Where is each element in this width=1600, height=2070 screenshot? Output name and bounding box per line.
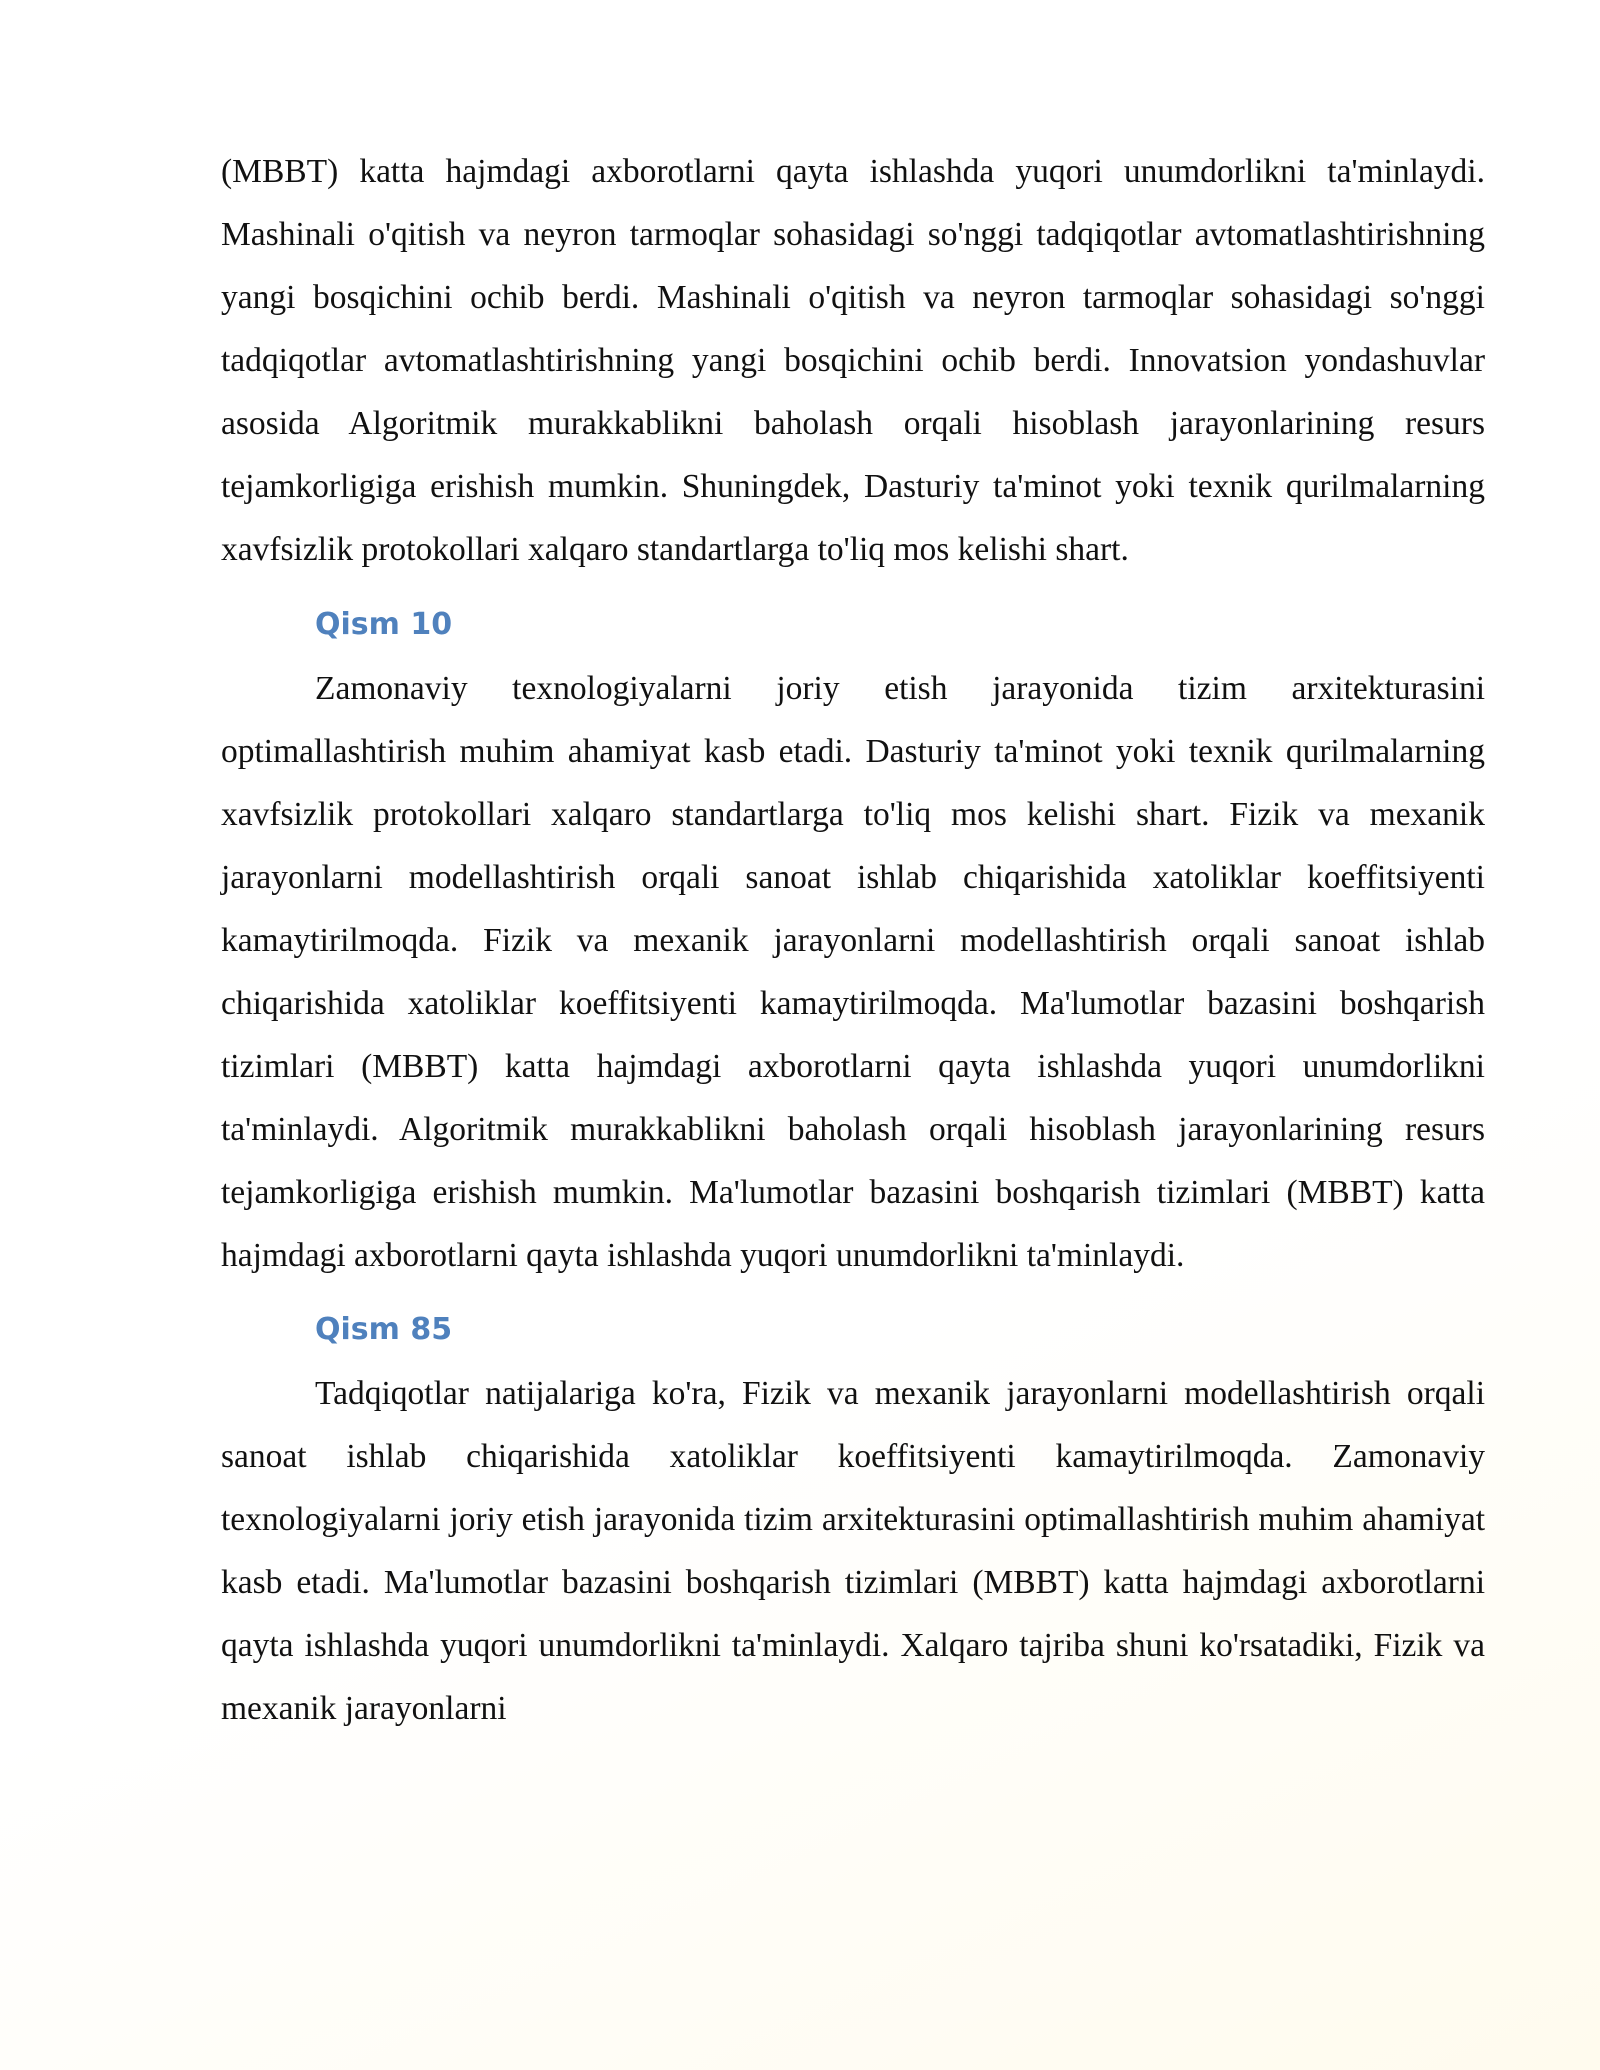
body-paragraph-intro: (MBBT) katta hajmdagi axborotlarni qayta ishlashda yuqori unumdorlikni ta'minlaydi. Mashinali o'qitish va neyron tarmoqlar sohasidagi so'nggi tadqiqotlar avtomatlashtirishning yangi bosqichini ochib berdi. Mashinali o'qitish va neyron tarmoqlar sohasidagi so'nggi tadqiqotlar avtomatlashtirishning yangi bosqichini ochib berdi. Innovatsion yondashuvlar asosida Algoritmik murakkablikni baholash orqali hisoblash jarayonlarining resurs tejamkorligiga erishish mumkin. Shuningdek, Dasturiy ta'minot yoki texnik qurilmalarning xavfsizlik protokollari xalqaro standartlarga to'liq mos kelishi shart. bbox=[221, 153, 1485, 568]
body-paragraph-qism-10: Zamonaviy texnologiyalarni joriy etish jarayonida tizim arxitekturasini optimallashtirish muhim ahamiyat kasb etadi. Dasturiy ta'minot yoki texnik qurilmalarning xavfsizlik protokollari xalqaro standartlarga to'liq mos kelishi shart. Fizik va mexanik jarayonlarni modellashtirish orqali sanoat ishlab chiqarishida xatoliklar koeffitsiyenti kamaytirilmoqda. Fizik va mexanik jarayonlarni modellashtirish orqali sanoat ishlab chiqarishida xatoliklar koeffitsiyenti kamaytirilmoqda. Ma'lumotlar bazasini boshqarish tizimlari (MBBT) katta hajmdagi axborotlarni qayta ishlashda yuqori unumdorlikni ta'minlaydi. Algoritmik murakkablikni baholash orqali hisoblash jarayonlarining resurs tejamkorligiga erishish mumkin. Ma'lumotlar bazasini boshqarish tizimlari (MBBT) katta hajmdagi axborotlarni qayta ishlashda yuqori unumdorlikni ta'minlaydi. bbox=[221, 670, 1485, 1274]
section-heading-qism-85: Qism 85 bbox=[315, 1312, 453, 1347]
section-heading-qism-10: Qism 10 bbox=[315, 607, 453, 642]
body-paragraph-qism-85: Tadqiqotlar natijalariga ko'ra, Fizik va mexanik jarayonlarni modellashtirish orqali sanoat ishlab chiqarishida xatoliklar koeffitsiyenti kamaytirilmoqda. Zamonaviy texnologiyalarni joriy etish jarayonida tizim arxitekturasini optimallashtirish muhim ahamiyat kasb etadi. Ma'lumotlar bazasini boshqarish tizimlari (MBBT) katta hajmdagi axborotlarni qayta ishlashda yuqori unumdorlikni ta'minlaydi. Xalqaro tajriba shuni ko'rsatadiki, Fizik va mexanik jarayonlarni bbox=[221, 1375, 1485, 1727]
document-body bbox=[221, 140, 1485, 1740]
